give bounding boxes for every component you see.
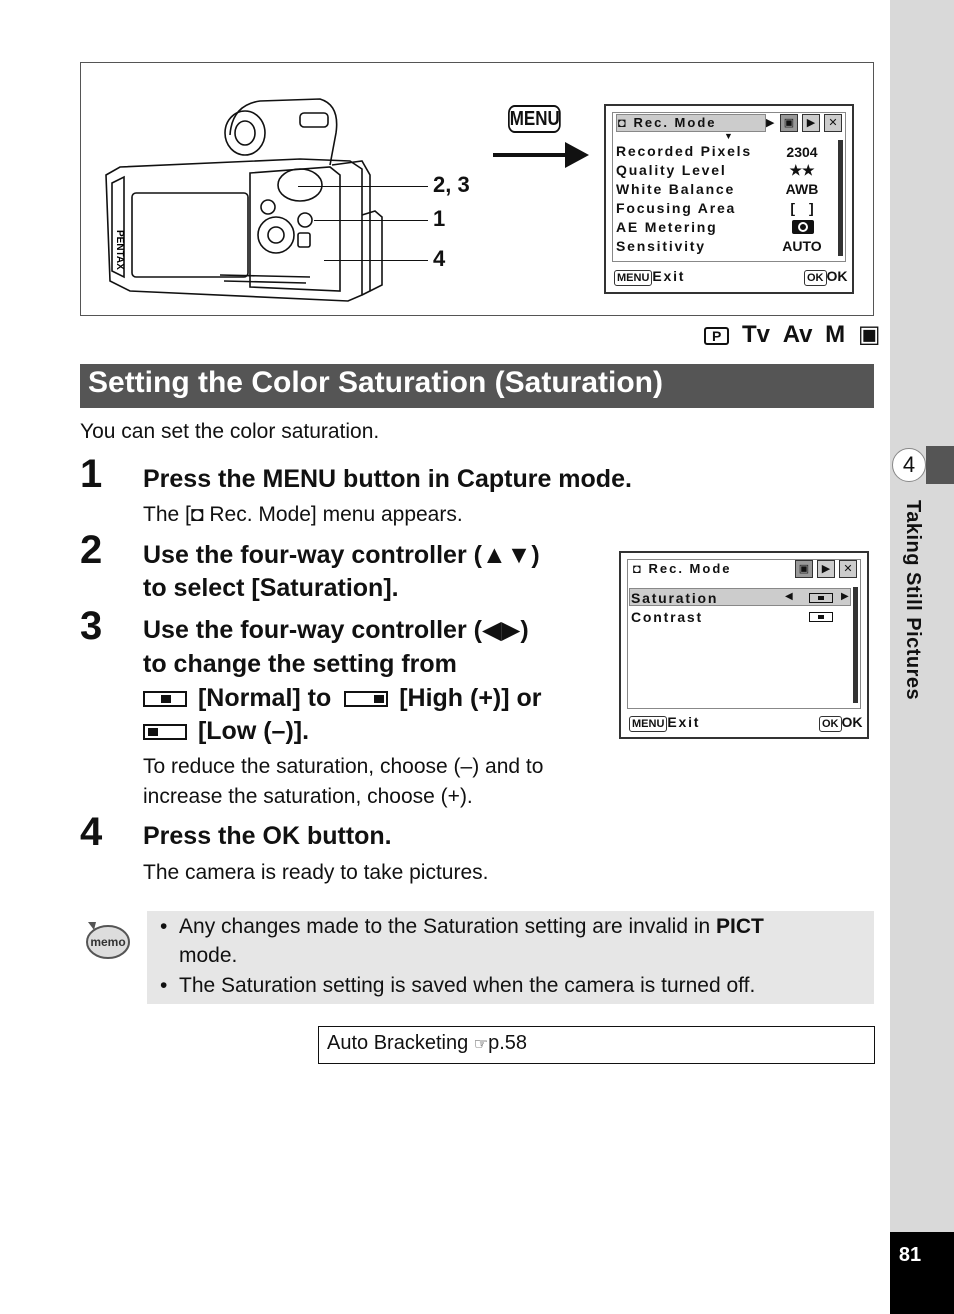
lcd-value-quality-level: ★★	[789, 162, 815, 178]
pict-mode-icon: PICT	[716, 915, 764, 938]
lcd-screen-saturation	[619, 551, 869, 739]
step-2-title-line2: to select [Saturation].	[143, 574, 399, 602]
lcd-footer-ok	[819, 714, 863, 732]
mode-m-icon: M	[825, 321, 846, 348]
lcd-row-white-balance: White Balance	[616, 181, 736, 197]
memo-item-2: • The Saturation setting is saved when the camera is turned off.	[160, 974, 756, 997]
movie-tab-icon: ▣	[795, 560, 813, 578]
step-2-title-line1: Use the four-way controller (▲▼)	[143, 541, 540, 569]
lcd-value-sensitivity: AUTO	[782, 238, 822, 254]
callout-label-2-3: 2, 3	[433, 172, 470, 197]
step-4-title: Press the OK button.	[143, 822, 392, 850]
triangle-left-icon: ◀	[785, 591, 793, 602]
metering-icon	[792, 220, 814, 234]
step-3-note-line2: increase the saturation, choose (+).	[143, 785, 473, 808]
movie-tab-icon: ▣	[780, 114, 798, 132]
step-4-note: The camera is ready to take pictures.	[143, 861, 489, 884]
camera-icon: ◘	[190, 503, 204, 526]
lcd-scrollbar	[838, 140, 843, 256]
step-1-title: Press the MENU button in Capture mode.	[143, 465, 632, 493]
saturation-normal-icon	[143, 691, 187, 707]
setup-tab-icon: ✕	[839, 560, 857, 578]
reference-text: Auto Bracketing ☞p.58	[327, 1032, 528, 1054]
chapter-label: Taking Still Pictures	[902, 500, 924, 701]
menu-key-icon: MENU	[629, 716, 667, 732]
ok-key-icon: OK	[819, 716, 842, 732]
chapter-number: 4	[892, 448, 926, 482]
step-3-number: 3	[80, 604, 103, 648]
lcd-row-quality-level: Quality Level	[616, 162, 727, 178]
movie-mode-icon: ▣	[857, 321, 881, 348]
saturation-normal-icon	[809, 593, 833, 603]
lcd-row-recorded-pixels: Recorded Pixels	[616, 143, 752, 159]
memo-item-1: • Any changes made to the Saturation setting are invalid in PICT mode.	[160, 915, 764, 967]
setup-tab-icon: ✕	[824, 114, 842, 132]
lcd-value-recorded-pixels: 2304	[786, 144, 818, 160]
contrast-normal-icon	[809, 612, 833, 622]
lcd-screen-rec-mode	[604, 104, 854, 294]
step-1-note: The [◘ Rec. Mode] menu appears.	[143, 503, 463, 526]
lcd-value-focusing-area: [ ]	[790, 200, 814, 216]
lcd-footer-ok-label: OK	[826, 268, 848, 284]
lcd-row-contrast: Contrast	[631, 609, 703, 625]
triangle-right-icon: ▶	[841, 591, 849, 602]
lcd-title-text: Rec. Mode	[648, 561, 732, 576]
step-3-note-line1: To reduce the saturation, choose (–) and to	[143, 755, 544, 778]
arrow-head-icon	[565, 142, 589, 168]
pointing-hand-icon: ☞	[473, 1036, 489, 1053]
step-4-number: 4	[80, 810, 103, 854]
memo-icon	[82, 918, 130, 960]
page-title: Setting the Color Saturation (Saturation)	[88, 366, 663, 399]
callout-line-4	[324, 260, 428, 261]
play-tab-icon: ▶	[802, 114, 820, 132]
lcd-footer-exit-label: Exit	[667, 714, 701, 730]
triangle-right-icon: ▶	[766, 117, 775, 129]
step-3-title-line4: [Low (–)].	[143, 714, 309, 748]
lcd-footer-exit-label: Exit	[652, 268, 686, 284]
camera-icon: ◘	[633, 561, 643, 576]
step-3-title-line1: Use the four-way controller (◀▶)	[143, 616, 529, 644]
triangle-down-icon: ▼	[724, 131, 733, 141]
step-3-title-line2: to change the setting from	[143, 650, 457, 678]
menu-button-icon: MENU	[508, 105, 561, 133]
lcd-row-focusing-area: Focusing Area	[616, 200, 737, 216]
camera-illustration	[100, 95, 440, 305]
intro-text: You can set the color saturation.	[80, 420, 380, 443]
page-number: 81	[898, 1244, 922, 1266]
lcd-footer-exit	[614, 268, 685, 286]
play-tab-icon: ▶	[817, 560, 835, 578]
callout-label-1: 1	[433, 206, 446, 231]
saturation-high-icon	[344, 691, 388, 707]
menu-key-icon: MENU	[614, 270, 652, 286]
step-3-title-line3: [Normal] to [High (+)] or	[143, 681, 542, 715]
saturation-low-icon	[143, 724, 187, 740]
camera-brand: PENTAX	[114, 230, 125, 270]
lcd-row-sensitivity: Sensitivity	[616, 238, 706, 254]
step-1-number: 1	[80, 452, 103, 496]
lcd-scrollbar	[853, 587, 858, 703]
arrow-right-icon	[493, 153, 568, 157]
mode-p-icon: P	[704, 327, 729, 345]
step-2-number: 2	[80, 528, 103, 572]
ok-key-icon: OK	[804, 270, 827, 286]
mode-av-icon: Av	[782, 321, 813, 348]
chapter-band	[926, 446, 954, 484]
mode-tv-icon: Tv	[742, 321, 771, 348]
lcd-footer-exit	[629, 714, 700, 732]
lcd-footer-ok	[804, 268, 848, 286]
callout-line-1	[314, 220, 428, 221]
lcd-row-saturation: Saturation	[631, 590, 719, 606]
lcd-title-text: Rec. Mode	[633, 115, 717, 130]
camera-icon: ◘	[618, 115, 628, 130]
lcd-row-ae-metering: AE Metering	[616, 219, 718, 235]
memo-icon-label: memo	[90, 935, 126, 949]
lcd-footer-ok-label: OK	[841, 714, 863, 730]
mode-icons	[698, 320, 881, 349]
lcd-value-white-balance: AWB	[785, 181, 819, 197]
callout-line-23	[298, 186, 428, 187]
callout-label-4: 4	[433, 246, 446, 271]
